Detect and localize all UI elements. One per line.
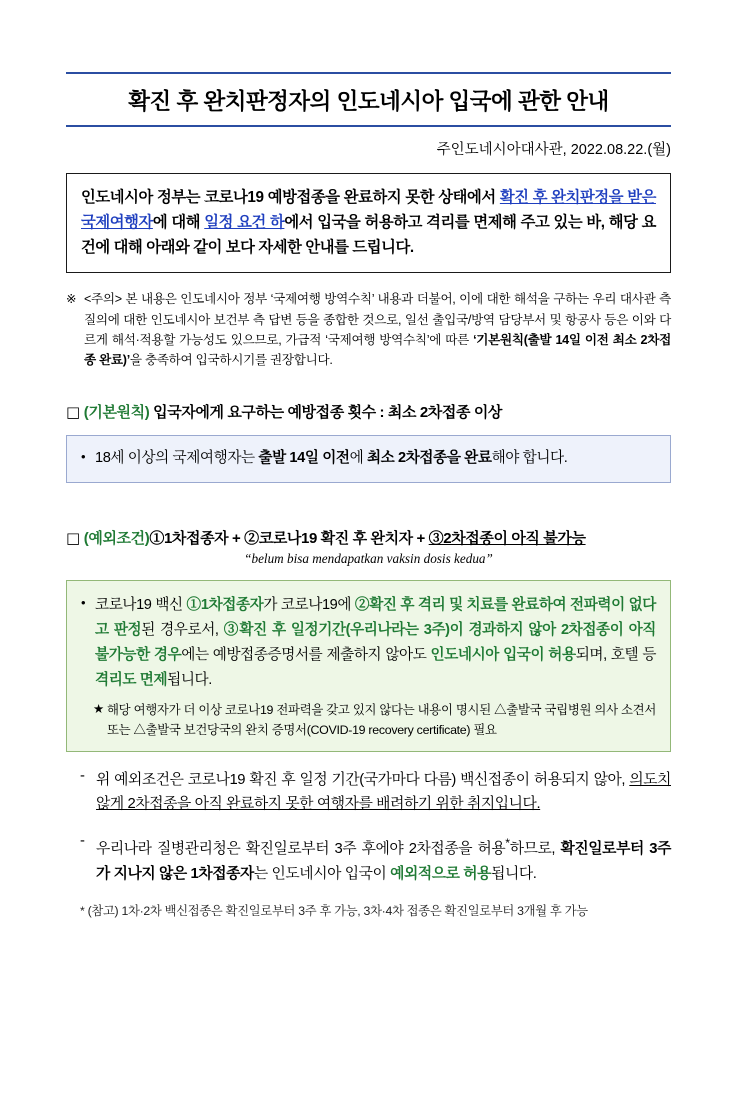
title-bottom-rule: [66, 125, 671, 127]
intro-seg1: 인도네시아 정부는 코로나19 예방접종을 완료하지 못한 상태에서: [81, 189, 500, 206]
s2-seg5: 된 경우로서,: [141, 621, 224, 638]
d2-seg6: 됩니다.: [491, 866, 537, 883]
d2-seg3: 확진일로부터 3주가 지나지 않은 1차접종자: [96, 841, 671, 883]
intro-seg2: 확진 후 완치판정을 받은 국제여행자: [81, 189, 656, 231]
d2-sup: *: [505, 836, 510, 851]
document-page: [0, 72, 737, 1096]
s1-seg3: 에: [349, 449, 367, 466]
section-2-plus1: +: [228, 529, 245, 547]
note-mark: ※: [66, 292, 77, 307]
d2-seg2: 하므로,: [509, 841, 561, 858]
bullet-dot-icon: •: [81, 594, 86, 610]
section-2-exception-box: [66, 580, 671, 752]
d1-seg1: 위 예외조건은 코로나19 확진 후 일정 기간(국가마다 다름) 백신접종이 허용되지 않아,: [96, 771, 630, 788]
note-text-tail: 을 충족하여 입국하시기를 권장합니다.: [129, 353, 333, 368]
s1-seg4: 최소 2차접종을 완료: [366, 449, 492, 466]
section-2-heading: [66, 527, 671, 548]
byline: 주인도네시아대사관, 2022.08.22.(월): [436, 142, 671, 158]
s2-seg2: ①1차접종자: [186, 596, 264, 613]
s2-seg11: 됩니다.: [167, 671, 212, 688]
s1-seg5: 해야 합니다.: [491, 449, 568, 466]
s2-seg1: 코로나19 백신: [95, 596, 187, 613]
section-1-bullet-text: [95, 447, 656, 471]
intro-seg3: 에 대해: [152, 213, 205, 231]
note-body: [84, 289, 671, 371]
dash-2-text: [96, 833, 671, 887]
d2-seg4: 는 인도네시아 입국이: [253, 866, 391, 883]
note-text-bold: ‘기본원칙(출발 14일 이전 최소 2차접종 완료)’: [84, 333, 671, 368]
s2-seg7: 에는 예방접종증명서를 제출하지 않아도: [181, 646, 431, 663]
intro-seg5: 에서 입국을 허용하고 격리를 면제해 주고 있는 바, 해당 요건에 대해 아래와 같이 보다 자세한 안내를 드립니다.: [81, 213, 656, 256]
bullet-row: [81, 447, 656, 471]
dash-marker: -: [80, 833, 85, 850]
intro-box: [66, 173, 671, 273]
s2-seg3: 가 코로나19에: [263, 596, 355, 613]
s2-seg4: ②확진 후 격리 및 치료를 완료하여 전파력이 없다고 판정: [95, 596, 657, 638]
star-note-text: 해당 여행자가 더 이상 코로나19 전파력을 갖고 있지 않다는 내용이 명시된 △출발국 국립병원 의사 소견서 또는 △출발국 보건당국의 완치 증명서(COVID-19 recovery certificate) 필요: [107, 702, 656, 737]
bullet-row: [81, 593, 656, 693]
s2-seg6: ③확진 후 일정기간(우리나라는 3주)이 경과하지 않아 2차접종이 아직 불가능한 경우: [95, 621, 656, 663]
section-2-item1: ①1차접종자: [149, 529, 229, 547]
title-block: [66, 72, 671, 127]
section-1-bullet-box: [66, 435, 671, 483]
intro-paragraph: [81, 186, 656, 260]
caution-note: [66, 289, 671, 371]
section-2-label: (예외조건): [83, 529, 150, 547]
section-2-number: □: [66, 528, 80, 547]
section-2-footnote: * (참고) 1차·2차 백신접종은 확진일로부터 3주 후 가능, 3차·4차 접종은 확진일로부터 3개월 후 가능: [80, 903, 588, 918]
section-1-number: □: [66, 402, 80, 421]
intro-seg4: 일정 요건 하: [204, 213, 285, 231]
s2-seg10: 격리도 면제: [95, 671, 168, 688]
section-2-dash-2: [80, 833, 671, 887]
section-1-heading-rest: 입국자에게 요구하는 예방접종 횟수 : 최소 2차접종 이상: [149, 403, 503, 421]
s2-seg9: 되며, 호텔 등: [575, 646, 657, 663]
section-2-indonesian-quote: “belum bisa mendapatkan vaksin dosis kedua”: [244, 550, 493, 566]
section-2-dash-1: [80, 768, 671, 818]
dash-1-text: [96, 768, 671, 818]
d2-seg1: 우리나라 질병관리청은 확진일로부터 3주 후에야 2차접종을 허용: [96, 841, 506, 858]
section-1-heading: [66, 401, 671, 422]
d1-seg2: 의도치 않게 2차접종을 아직 완료하지 못한 여행자를 배려하기 위한 취지입니다.: [96, 771, 671, 813]
section-2-bullet-text: [95, 593, 656, 693]
s1-seg2: 출발 14일 이전: [258, 449, 350, 466]
dash-marker: -: [80, 767, 85, 784]
section-2-item2: ②코로나19 확진 후 완치자: [244, 529, 413, 547]
section-2-item3: ③2차접종이 아직 불가능: [428, 529, 586, 547]
section-1-label: (기본원칙): [83, 403, 150, 421]
section-2-star-note: [81, 701, 656, 741]
d2-seg5: 예외적으로 허용: [390, 866, 492, 883]
s1-seg1: 18세 이상의 국제여행자는: [95, 449, 259, 466]
bullet-dot-icon: •: [81, 448, 86, 464]
section-2-plus2: +: [412, 529, 429, 547]
page-title: 확진 후 완치판정자의 인도네시아 입국에 관한 안내: [128, 89, 609, 114]
note-text: <주의> 본 내용은 인도네시아 정부 ‘국제여행 방역수칙’ 내용과 더불어, 이에 대한 해석을 구하는 우리 대사관 측 질의에 대한 인도네시아 보건부 측 답변 등을 종합한 것으로, 일선 출입국/방역 담당부서 및 항공사 등은 이와 다르게 해석·적용할 가능성도 있으므로, 가급적 ‘국제여행 방역수칙’에 따른: [84, 292, 671, 348]
s2-seg8: 인도네시아 입국이 허용: [430, 646, 576, 663]
star-icon: ★: [93, 701, 104, 716]
